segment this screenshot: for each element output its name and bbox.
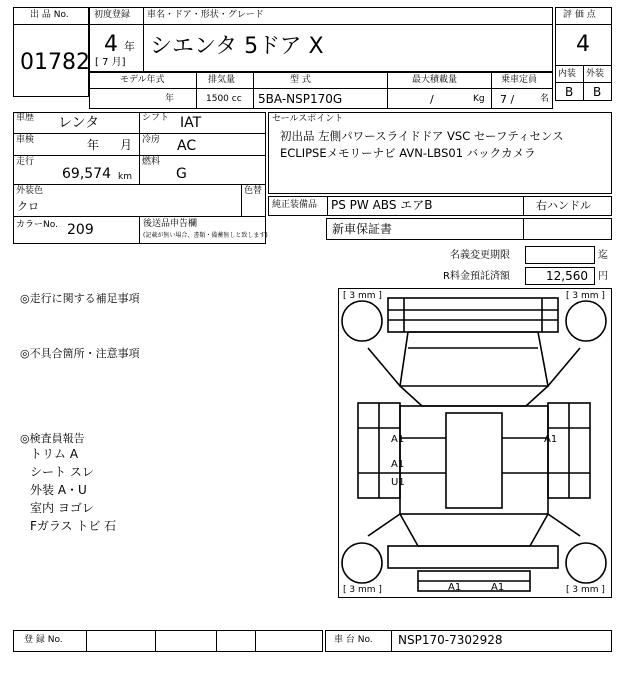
score-value: 4: [576, 32, 590, 57]
color-change-label: 色替: [244, 186, 263, 196]
max-load-slash: /: [430, 93, 434, 106]
inspector-item: トリム A: [30, 447, 79, 461]
model-year-unit: 年: [165, 94, 175, 104]
sales-points-label: セールスポイント: [272, 114, 344, 124]
color-value: クロ: [17, 200, 39, 213]
exterior-grade: B: [593, 85, 602, 99]
chassis-label: 車 台 No.: [334, 635, 373, 645]
sales-points-line-2: ECLIPSEメモリーナビ AVN-LBS01 バックカメラ: [280, 146, 536, 160]
color-label: 外装色: [16, 186, 44, 196]
damage-mark-rear-left: A1: [448, 582, 462, 593]
inspector-report-label: ◎検査員報告: [20, 432, 85, 445]
name-change-unit: 迄: [598, 250, 608, 261]
first-reg-year-unit: 年: [124, 40, 135, 53]
displacement-label: 排気量: [208, 75, 236, 85]
tire-depth-front-left: [ 3 mm ]: [343, 291, 382, 301]
damage-mark-right-door: A1: [544, 434, 558, 445]
max-load-unit: Kg: [473, 94, 485, 104]
defect-notes-label: ◎不具合箇所・注意事項: [20, 347, 140, 360]
inspector-item: Fガラス トビ 石: [30, 519, 117, 533]
inspection-year: 年: [87, 138, 100, 152]
driving-notes-label: ◎走行に関する補足事項: [20, 292, 140, 305]
inspection-month: 月: [120, 138, 133, 152]
displacement-value: 1500 cc: [206, 94, 242, 104]
car-damage-diagram: [338, 288, 612, 598]
registration-label: 登 録 No.: [24, 635, 63, 645]
shift-value: IAT: [180, 115, 202, 131]
warranty-value: 新車保証書: [332, 222, 393, 236]
ac-label: 冷房: [142, 135, 161, 145]
lot-label: 出 品 No.: [30, 10, 69, 20]
delivery-label: 後送品申告欄: [143, 219, 198, 229]
first-reg-month: [ 7 月]: [95, 57, 126, 68]
recycle-value: 12,560: [546, 269, 588, 283]
interior-label: 内装: [558, 69, 577, 79]
name-change-box: [525, 246, 595, 264]
damage-mark-roof-2: U1: [391, 477, 405, 488]
shift-label: シフト: [142, 113, 170, 123]
name-change-label: 名義変更期限: [450, 250, 510, 261]
damage-mark-left-door: A1: [391, 434, 405, 445]
delivery-note: (記載が無い場合、書類・備蓄無しと致します): [143, 232, 268, 239]
color-no-value: 209: [67, 222, 94, 238]
inspector-item: シート スレ: [30, 465, 94, 479]
capacity-value: 7 /: [500, 93, 515, 106]
tire-depth-rear-right: [ 3 mm ]: [566, 585, 605, 595]
history-value: レンタ: [58, 115, 100, 131]
lot-number: 01782: [20, 50, 90, 75]
equipment-label: 純正装備品: [272, 200, 318, 210]
inspector-item: 外装 A・U: [30, 483, 87, 497]
inspector-item: 室内 ヨゴレ: [30, 501, 94, 515]
tire-depth-rear-left: [ 3 mm ]: [343, 585, 382, 595]
car-name: シエンタ 5ドア X: [150, 34, 324, 59]
capacity-label: 乗車定員: [501, 75, 538, 85]
type-label: 型 式: [290, 75, 311, 85]
first-reg-label: 初度登録: [94, 10, 131, 20]
score-label: 評 価 点: [563, 10, 596, 20]
mileage-value: 69,574: [62, 166, 111, 182]
ac-value: AC: [177, 138, 197, 154]
mileage-unit: km: [118, 172, 132, 182]
damage-mark-roof: A1: [391, 459, 405, 470]
color-no-label: カラーNo.: [16, 220, 58, 230]
tire-depth-front-right: [ 3 mm ]: [566, 291, 605, 301]
sales-points-line-1: 初出品 左側パワースライドドア VSC セーフティセンス: [280, 129, 564, 143]
fuel-label: 燃料: [142, 157, 161, 167]
model-year-label: モデル年式: [120, 75, 165, 85]
recycle-label: R料金預託済額: [443, 271, 510, 282]
max-load-label: 最大積載量: [412, 75, 458, 85]
first-reg-year: 4: [104, 32, 118, 57]
recycle-unit: 円: [598, 271, 608, 282]
interior-grade: B: [565, 85, 574, 99]
history-label: 車歴: [16, 113, 35, 123]
inspection-label: 車検: [16, 135, 35, 145]
damage-mark-rear-right: A1: [491, 582, 505, 593]
fuel-value: G: [176, 166, 187, 182]
chassis-number: NSP170-7302928: [398, 633, 503, 647]
capacity-unit: 名: [540, 94, 550, 104]
model-code: 5BA-NSP170G: [258, 92, 343, 106]
exterior-label: 外装: [586, 69, 605, 79]
handle-value: 右ハンドル: [536, 199, 591, 212]
equipment-items: PS PW ABS エアB: [331, 198, 433, 212]
name-label: 車名・ドア・形状・グレード: [147, 10, 264, 20]
mileage-label: 走行: [16, 157, 35, 167]
